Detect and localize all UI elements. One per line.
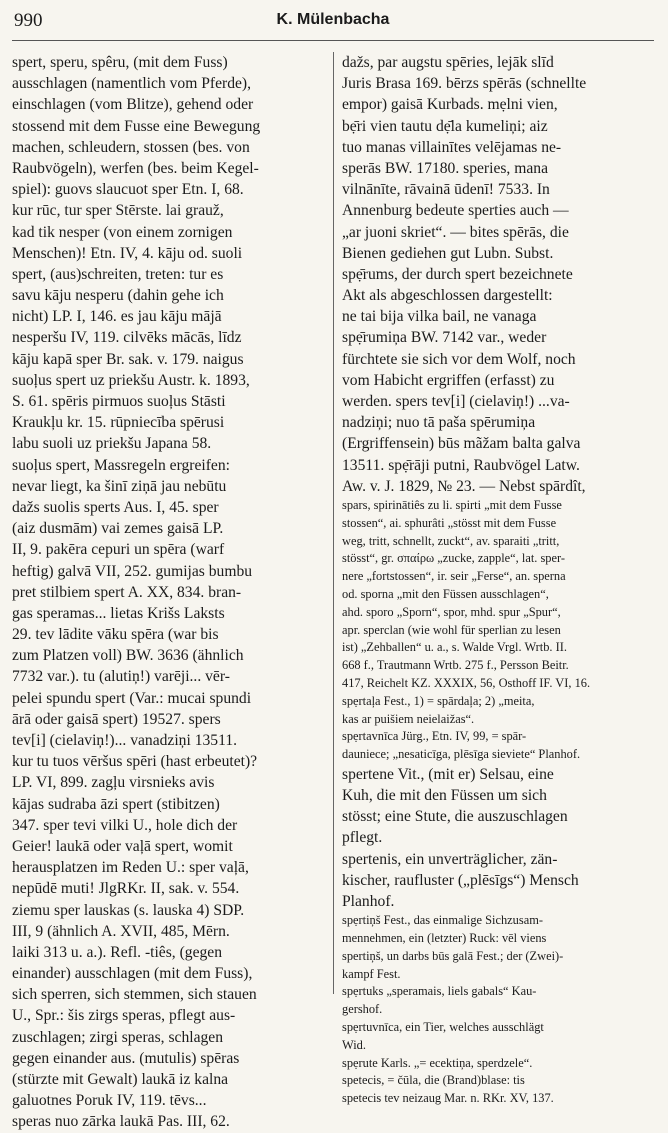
text-line: nadziņi; nuo tā paša spērumiņa xyxy=(342,414,536,432)
text-line: Raubvögeln), werfen (bes. beim Kegel- xyxy=(12,159,259,177)
text-line: kāju kapā sper Br. sak. v. 179. naigus xyxy=(12,350,244,368)
text-line: U., Spr.: šis zirgs speras, pflegt aus- xyxy=(12,1007,236,1025)
page-header xyxy=(12,8,654,34)
text-line: II, 9. pakēra cepuri un spēra (warf xyxy=(12,541,225,559)
text-line: laiki 313 u. a.). Refl. -tiês, (gegen xyxy=(12,943,223,961)
text-line: dauniece; „nesaticīga, plēsīga sieviete“ Planhof. xyxy=(342,747,581,762)
text-line: pret stilbiem spert A. XX, 834. bran- xyxy=(12,583,242,601)
text-line: spertiņš, un darbs būs galā Fest.; der (Zwei)- xyxy=(342,948,564,963)
text-line: 417, Reichelt KZ. XXXIX, 56, Osthoff IF. VI, 16. xyxy=(342,675,591,690)
text-line: Akt als abgeschlossen dargestellt: xyxy=(342,287,553,305)
text-line: spẹ̄rumiņa BW. 7142 var., weder xyxy=(342,329,547,347)
text-line: LP. VI, 899. zagļu virsnieks avis xyxy=(12,774,215,792)
text-line: spẹrtuvnīca, ein Tier, welches ausschlägt xyxy=(342,1019,544,1034)
text-line: machen, schleudern, stossen (bes. von xyxy=(12,138,250,156)
text-line: mennehmen, ein (letzter) Ruck: vēl viens xyxy=(342,931,547,945)
text-line: Geier! laukā oder vaļā spert, womit xyxy=(12,837,233,855)
text-line: savu kāju nesperu (dahin gehe ich xyxy=(12,287,224,305)
text-line: fürchtete sie sich vor dem Wolf, noch xyxy=(342,350,576,368)
text-line: apr. sperclan (wie wohl für sperlian zu lesen xyxy=(342,622,561,637)
text-line: Bienen gediehen gut Lubn. Subst. xyxy=(342,244,554,262)
text-line: kur tu tuos vēršus spēri (hast erbeutet)? xyxy=(12,753,258,771)
header-rule xyxy=(12,40,654,41)
text-line: S. 61. spēris pirmuos suoļus Stāsti xyxy=(12,393,226,410)
text-line: ausschlagen (namentlich vom Pferde), xyxy=(12,75,252,93)
page-number: 990 xyxy=(14,10,43,31)
column-divider xyxy=(333,52,334,994)
text-line: Annenburg bedeute sperties auch — xyxy=(342,202,569,220)
text-line: kischer, raufluster („plēsīgs“) Mensch xyxy=(342,871,579,889)
text-line: nevar liegt, ka šinī ziņā jau nebūtu xyxy=(12,477,227,495)
text-line: einschlagen (vom Blitze), gehend oder xyxy=(12,96,254,114)
text-line: sperās BW. 17180. speries, mana xyxy=(342,159,548,177)
text-line: suoļus spert, Massregeln ergreifen: xyxy=(12,456,230,474)
text-line: od. sporna „mit den Füssen ausschlagen“, xyxy=(342,586,549,601)
text-line: spert, speru, spêru, (mit dem Fuss) xyxy=(12,54,228,71)
text-line: Kuh, die mit den Füssen um sich xyxy=(342,787,547,805)
text-line: 13511. spẹ̄rāji putni, Raubvögel Latw. xyxy=(342,456,580,474)
text-line: einander) ausschlagen (mit dem Fuss), xyxy=(12,965,253,983)
text-line: ārā oder gaisā spert) 19527. spers xyxy=(12,710,221,728)
text-line: tev[i] (cielaviņ!)... vanadziņi 13511. xyxy=(12,732,238,749)
text-line: gegen einander aus. (mutulis) spēras xyxy=(12,1049,240,1067)
running-title: K. Mülenbacha xyxy=(276,11,390,28)
right-column xyxy=(342,52,654,1108)
text-line: spetecis tev neizaug Mar. n. RKr. XV, 137. xyxy=(342,1091,554,1106)
text-line: spertenis, ein unverträglicher, zän- xyxy=(342,850,558,868)
text-line: Wid. xyxy=(342,1037,366,1052)
text-line: nere „fortstossen“, ir. seir „Ferse“, an. sperna xyxy=(342,569,566,584)
text-line: (Ergriffensein) būs mãžam balta galva xyxy=(342,435,581,453)
left-column xyxy=(12,52,325,1133)
text-line: ahd. sporo „Sporn“, spor, mhd. spur „Spur“, xyxy=(342,604,561,619)
text-line: herausplatzen im Reden U.: sper vaļā, xyxy=(12,859,249,877)
text-line: speras nuo zārka laukā Pas. III, 62. xyxy=(12,1113,230,1131)
text-line: III, 9 (ähnlich A. XVII, 485, Mērn. xyxy=(12,922,230,940)
text-line: nesperšu IV, 119. cilvēks mācās, līdz xyxy=(12,329,242,347)
text-line: kad tik nesper (von einem zornigen xyxy=(12,223,233,241)
text-line: heftig) galvā VII, 252. gumijas bumbu xyxy=(12,562,253,580)
text-line: sich sperren, sich stemmen, sich stauen xyxy=(12,986,257,1004)
text-line: bẹ̄ri vien tautu dẹ̄la kumeliņi; aiz xyxy=(342,117,548,135)
text-line: suoļus spert uz priekšu Austr. k. 1893, xyxy=(12,371,250,389)
text-line: zuschlagen; zirgi speras, schlagen xyxy=(12,1028,224,1046)
text-line: spertene Vit., (mit er) Selsau, eine xyxy=(342,765,554,783)
text-line: 7732 var.). tu (alutiņ!) varēji... vēr- xyxy=(12,668,230,686)
text-line: spẹrtiņš Fest., das einmalige Sichzusam- xyxy=(342,913,543,928)
text-line: dažs, par augstu spēries, lejāk slīd xyxy=(342,54,554,71)
text-line: Planhof. xyxy=(342,893,395,911)
text-line: 29. tev lādite vāku spēra (war bis xyxy=(12,626,219,644)
text-line: 347. sper tevi vilki U., hole dich der xyxy=(12,816,238,834)
text-line: spẹrute Karls. „= ecektiņa, sperdzele“. xyxy=(342,1055,533,1070)
text-line: pflegt. xyxy=(342,829,383,847)
text-line: spetecis, = čūla, die (Brand)blase: tis xyxy=(342,1073,525,1088)
text-line: stossen“, ai. sphurâti „stösst mit dem Fusse xyxy=(342,515,557,530)
text-line: spert, (aus)schreiten, treten: tur es xyxy=(12,265,224,283)
text-line: spẹrtavnīca Jürg., Etn. IV, 99, = spār- xyxy=(342,729,527,744)
text-line: dažs suolis sperts Aus. I, 45. sper xyxy=(12,498,219,516)
text-line: pelei spundu spert (Var.: mucai spundi xyxy=(12,689,252,707)
text-line: kas ar puišiem neielaižas“. xyxy=(342,711,475,726)
text-line: nepūdē muti! JlgRKr. II, sak. v. 554. xyxy=(12,880,240,898)
text-line: vom Habicht ergriffen (erfasst) zu xyxy=(342,371,555,389)
text-line: Menschen)! Etn. IV, 4. kāju od. suoli xyxy=(12,244,243,262)
text-line: ist) „Zehballen“ u. a., s. Walde Vrgl. Wrtb. II. xyxy=(342,640,567,655)
text-line: Juris Brasa 169. bērzs spērās (schnellte xyxy=(342,75,587,93)
text-line: weg, tritt, schnellt, zuckt“, av. sparaiti „tritt, xyxy=(342,533,560,548)
text-line: spẹrtaļa Fest., 1) = spārdaļa; 2) „meita, xyxy=(342,693,535,708)
text-line: zum Platzen voll) BW. 3636 (ähnlich xyxy=(12,647,244,665)
text-line: 668 f., Trautmann Wrtb. 275 f., Persson Beitr. xyxy=(342,658,569,673)
text-line: Aw. v. J. 1829, № 23. — Nebst spārdît, xyxy=(342,477,586,495)
text-line: spiel): guovs slaucuot sper Etn. I, 68. xyxy=(12,181,244,199)
text-line: Kraukļu kr. 15. rūpniecība spērusi xyxy=(12,414,225,432)
text-line: kājas sudraba āzi spert (stibitzen) xyxy=(12,795,220,813)
text-line: „ar juoni skriet“. — bites spērās, die xyxy=(342,223,569,241)
text-line: ne tai bija vilka bail, ne vanaga xyxy=(342,308,537,326)
text-line: gas speramas... lietas Krišs Laksts xyxy=(12,604,225,622)
text-line: gershof. xyxy=(342,1002,383,1017)
text-line: spẹrtuks „speramais, liels gabals“ Kau- xyxy=(342,984,537,999)
text-line: kur rūc, tur sper Stērste. lai grauž, xyxy=(12,202,224,220)
text-line: (aiz dusmām) vai zemes gaisā LP. xyxy=(12,520,224,538)
text-line: stösst“, gr. σπαίρω „zucke, zapple“, lat. sper- xyxy=(342,551,565,566)
text-line: ziemu sper lauskas (s. lauska 4) SDP. xyxy=(12,901,245,919)
text-line: (stürzte mit Gewalt) laukā iz kalna xyxy=(12,1071,229,1088)
text-line: kampf Fest. xyxy=(342,966,401,981)
text-line: empor) gaisā Kurbads. mẹlni vien, xyxy=(342,96,558,114)
text-line: galuotnes Poruk IV, 119. tēvs... xyxy=(12,1092,207,1110)
text-line: spars, spirinātiês zu li. spirti „mit dem Fusse xyxy=(342,497,562,512)
text-line: nicht) LP. I, 146. es jau kāju mājā xyxy=(12,308,222,326)
text-line: labu suoli uz priekšu Japana 58. xyxy=(12,435,212,453)
text-line: stossend mit dem Fusse eine Bewegung xyxy=(12,117,261,135)
text-line: werden. spers tev[i] (cielaviņ!) ...va- xyxy=(342,393,570,410)
text-line: stösst; eine Stute, die auszuschlagen xyxy=(342,808,568,826)
text-line: tuo manas villainītes velējamas ne- xyxy=(342,138,562,156)
text-line: vilnānīte, rāvainā ūdenī! 7533. In xyxy=(342,181,550,199)
text-line: spẹ̄rums, der durch spert bezeichnete xyxy=(342,265,573,283)
